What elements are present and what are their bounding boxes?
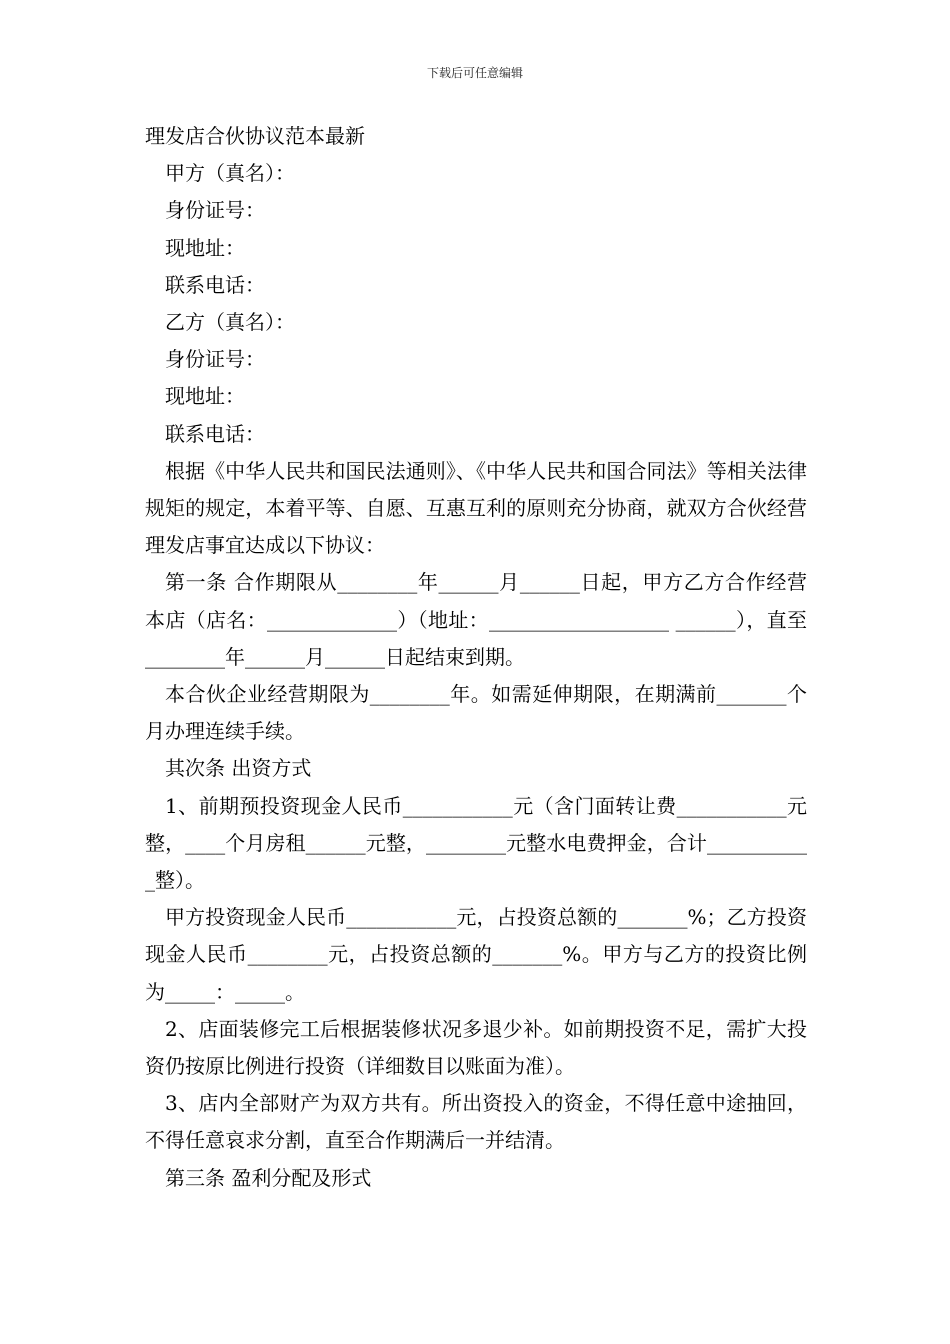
party-b-address: 现地址： bbox=[165, 384, 245, 409]
party-a-name: 甲方（真名）： bbox=[165, 161, 295, 186]
document-body bbox=[145, 118, 807, 1197]
party-a-phone: 联系电话： bbox=[165, 272, 265, 297]
document-title: 理发店合伙协议范本最新 bbox=[145, 124, 365, 148]
article-3-heading: 第三条 盈利分配及形式 bbox=[165, 1165, 372, 1190]
investment-ratio-paragraph: 甲方投资现金人民币___________元，占投资总额的_______%；乙方投资现金人民币________元，占投资总额的_______%。甲方与乙方的投资比例为_____：_____。 bbox=[145, 905, 807, 1004]
party-b-name: 乙方（真名）： bbox=[165, 310, 295, 335]
article-1-term: 第一条 合作期限从________年______月______日起，甲方乙方合作经营本店（店名：_____________）（地址：__________________ ______），直至________年______月______日起结束到期。 bbox=[145, 570, 807, 669]
investment-item-3: 3、店内全部财产为双方共有。所出资投入的资金，不得任意中途抽回，不得任意哀求分割，直至合作期满后一并结清。 bbox=[145, 1091, 807, 1153]
party-a-id: 身份证号： bbox=[165, 198, 265, 223]
party-b-id: 身份证号： bbox=[165, 347, 265, 372]
operating-period-paragraph: 本合伙企业经营期限为________年。如需延伸期限，在期满前_______个月办理连续手续。 bbox=[145, 682, 807, 744]
party-a-address: 现地址： bbox=[165, 235, 245, 260]
investment-item-2: 2、店面装修完工后根据装修状况多退少补。如前期投资不足，需扩大投资仍按原比例进行投资（详细数目以账面为准）。 bbox=[145, 1016, 807, 1079]
page-header-note: 下载后可任意编辑 bbox=[426, 66, 523, 80]
preamble-paragraph: 根据《中华人民共和国民法通则》、《中华人民共和国合同法》等相关法律规矩的规定，本着平等、自愿、互惠互利的原则充分协商，就双方合伙经营理发店事宜达成以下协议： bbox=[145, 458, 807, 558]
article-2-heading: 其次条 出资方式 bbox=[165, 756, 312, 781]
party-b-phone: 联系电话： bbox=[165, 421, 265, 446]
investment-item-1: 1、前期预投资现金人民币___________元（含门面转让费___________元整，____个月房租______元整，________元整水电费押金，合计___________整）。 bbox=[145, 793, 807, 893]
